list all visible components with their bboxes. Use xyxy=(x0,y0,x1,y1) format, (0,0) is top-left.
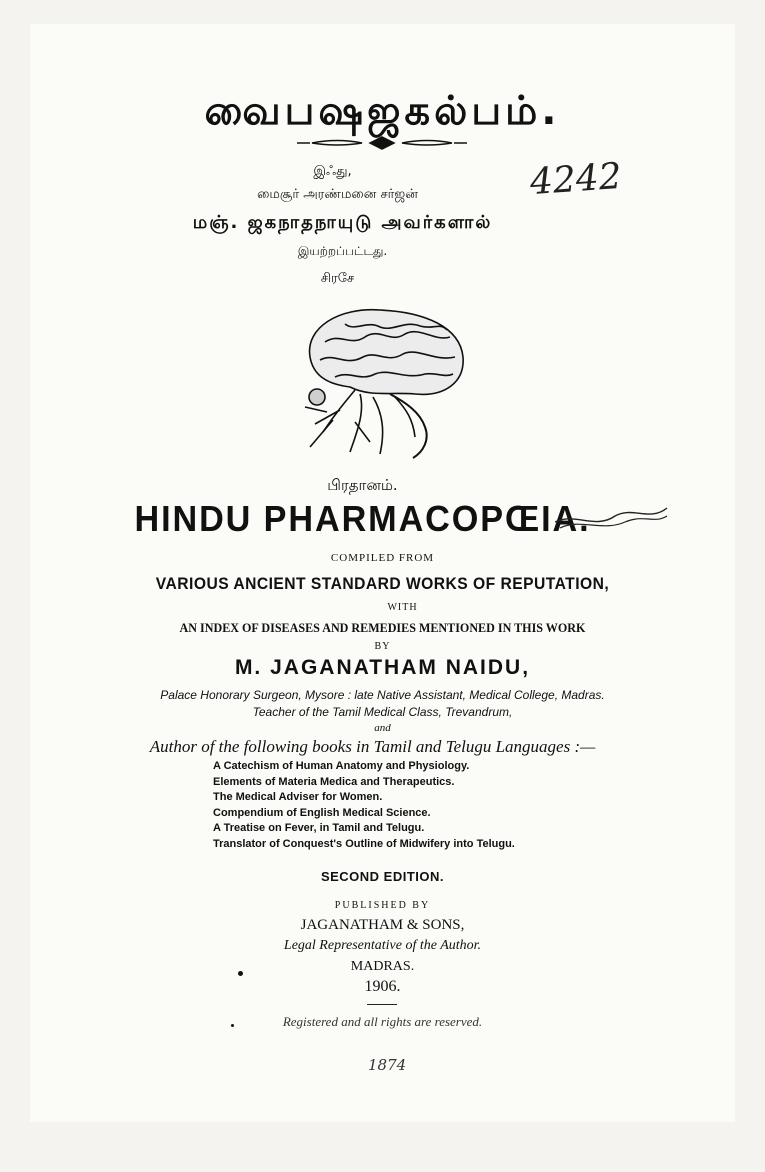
tamil-title: வைபஷஜகல்பம். xyxy=(204,88,561,134)
year: 1906. xyxy=(364,978,401,995)
divider-rule xyxy=(367,1004,397,1005)
tamil-line-1: இஃது, xyxy=(313,164,352,179)
shelf-mark: 1874 xyxy=(368,1056,407,1074)
tamil-line-6: பிரதானம். xyxy=(327,476,398,494)
published-by: PUBLISHED BY xyxy=(334,900,431,911)
author-of-line: Author of the following books in Tamil and Telugu Languages :— xyxy=(149,737,596,756)
ink-dot xyxy=(231,1024,234,1027)
edition-line: SECOND EDITION. xyxy=(320,869,445,884)
book-item: A Catechism of Human Anatomy and Physiology. xyxy=(213,760,470,772)
books-list xyxy=(213,759,515,852)
tamil-line-5: சிரசே xyxy=(320,271,355,286)
brain-illustration xyxy=(295,302,475,462)
book-item: A Treatise on Fever, in Tamil and Telugu. xyxy=(213,822,425,834)
title-page xyxy=(30,24,735,1122)
compiled-from: COMPILED FROM xyxy=(330,552,435,564)
affiliation-line-2: Teacher of the Tamil Medical Class, Trevandrum, xyxy=(252,705,513,719)
handwritten-number: 4242 xyxy=(528,155,623,204)
and-line: and xyxy=(374,722,391,734)
by-line: BY xyxy=(374,641,391,652)
tamil-line-3: மஞ். ஜகநாதநாயுடு அவர்களால் xyxy=(192,212,493,233)
ink-dot xyxy=(238,971,243,976)
with-line: WITH xyxy=(387,602,418,613)
publisher-name: JAGANATHAM & SONS, xyxy=(300,917,465,933)
legal-representative: Legal Representative of the Author. xyxy=(283,938,482,953)
book-item: Translator of Conquest's Outline of Midwifery into Telugu. xyxy=(213,837,515,850)
book-item: Elements of Materia Medica and Therapeutics. xyxy=(213,775,455,788)
ornament-divider xyxy=(30,136,735,150)
main-title: HINDU PHARMACOPŒIA. xyxy=(134,498,591,539)
index-line: AN INDEX OF DISEASES AND REMEDIES MENTIONED IN THIS WORK xyxy=(179,620,586,635)
book-item: Compendium of English Medical Science. xyxy=(213,806,431,819)
various-works-line: VARIOUS ANCIENT STANDARD WORKS OF REPUTATION, xyxy=(155,574,610,593)
strike-scribble xyxy=(555,502,670,532)
author-name: M. JAGANATHAM NAIDU, xyxy=(234,656,531,679)
tamil-line-2: மைசூர் அரண்மனை சர்ஜன் xyxy=(257,187,418,202)
tamil-line-4: இயற்றப்பட்டது. xyxy=(297,244,388,258)
affiliation-line-1: Palace Honorary Surgeon, Mysore : late Native Assistant, Medical College, Madras. xyxy=(160,688,605,702)
book-item: The Medical Adviser for Women. xyxy=(213,791,383,803)
rights-line: Registered and all rights are reserved. xyxy=(282,1014,483,1029)
city: MADRAS. xyxy=(350,959,415,974)
